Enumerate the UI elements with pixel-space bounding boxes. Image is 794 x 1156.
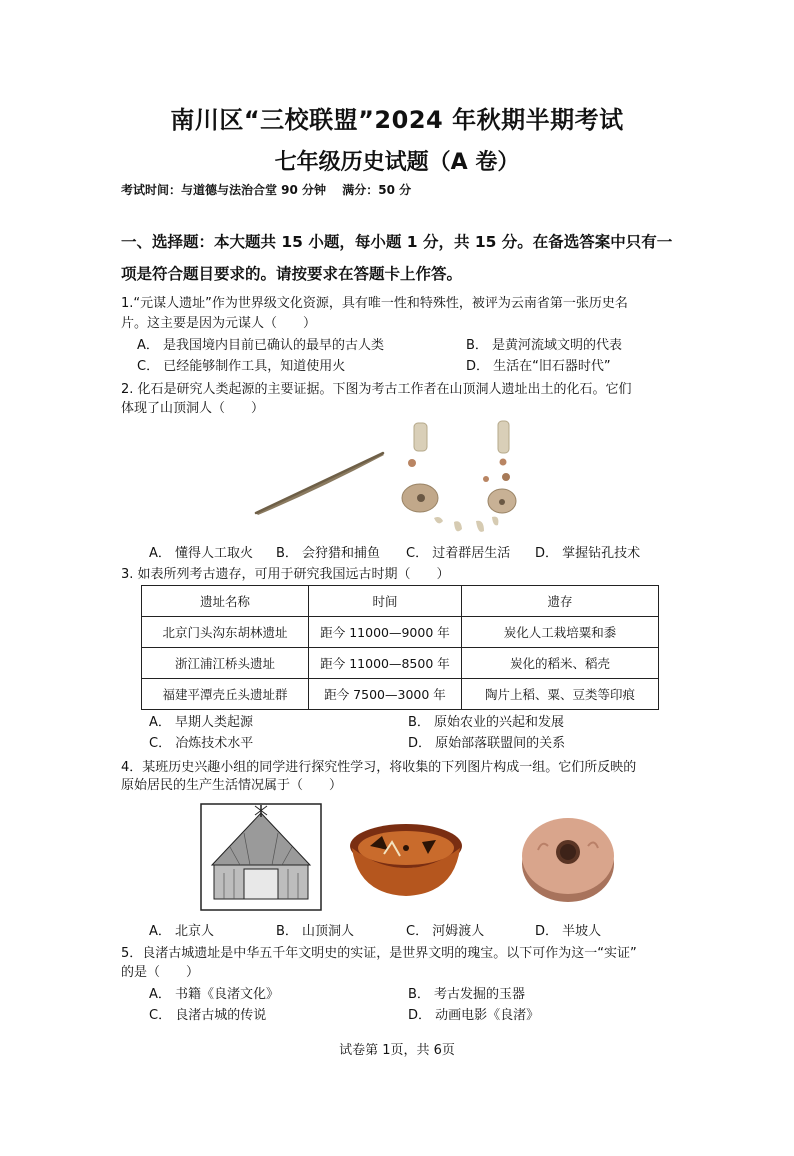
table-cell: 陶片上稻、粟、豆类等印痕 [462,679,659,710]
page-number: 试卷第 1页，共 6页 [339,1043,455,1058]
q2-stem-line1: 2. 化石是研究人类起源的主要证据。下图为考古工作者在山顶洞人遗址出土的化石。它们 [121,382,632,397]
table-header-row [142,586,659,617]
q2-option-a: A． 懂得人工取火 [149,546,254,561]
q4-stem-line2: 原始居民的生产生活情况属于（ ） [121,778,343,793]
q1-option-a: A． 是我国境内目前已确认的最早的古人类 [137,338,385,353]
q5-option-a: A． 书籍《良渚文化》 [149,987,280,1002]
q1-stem-line1: 1.“元谋人遗址”作为世界级文化资源，具有唯一性和特殊性，被评为云南省第一张历史名 [121,296,628,311]
q4-option-c: C． 河姆渡人 [406,924,485,939]
q5-stem-line2: 的是（ ） [121,965,200,980]
table-cell: 福建平潭壳丘头遗址群 [142,679,309,710]
q1-option-b: B． 是黄河流域文明的代表 [466,338,623,353]
table-cell: 浙江浦江桥头遗址 [142,648,309,679]
table-cell: 北京门头沟东胡林遗址 [142,617,309,648]
table-header-cell: 遗存 [462,586,659,617]
q1-stem-line2: 片。这主要是因为元谋人（ ） [121,316,317,331]
fossil-artifacts-image [248,415,528,545]
table-cell: 炭化的稻米、稻壳 [462,648,659,679]
q3-stem: 3. 如表所列考古遗存，可用于研究我国远古时期（ ） [121,567,450,582]
hut-door-icon [244,869,278,899]
q3-option-a: A． 早期人类起源 [149,715,254,730]
q4-stem-line1: 4．某班历史兴趣小组的同学进行探究性学习，将收集的下列图片构成一组。它们所反映的 [121,760,637,775]
q4-option-b: B． 山顶洞人 [276,924,355,939]
bone-tube-icon [498,421,509,453]
table-header-cell: 时间 [309,586,462,617]
table-header-cell: 遗址名称 [142,586,309,617]
q3-option-c: C． 冶炼技术水平 [149,736,254,751]
table-row [142,648,659,679]
table-row [142,679,659,710]
q4-option-a: A． 北京人 [149,924,215,939]
archaeological-sites-table [141,585,659,710]
pottery-spindle-whorl-image [518,810,618,906]
q2-stem-line2: 体现了山顶洞人（ ） [121,401,265,416]
section-heading-line1: 一、选择题：本大题共 15 小题，每小题 1 分，共 15 分。在备选答案中只有一 [121,233,673,251]
table-cell: 炭化人工栽培粟和黍 [462,617,659,648]
q3-option-b: B． 原始农业的兴起和发展 [408,715,565,730]
q5-option-c: C． 良渚古城的传说 [149,1008,267,1023]
section-heading-line2: 项是符合题目要求的。请按要求在答题卡上作答。 [121,265,463,283]
q5-option-b: B． 考古发掘的玉器 [408,987,526,1002]
q1-option-c: C． 已经能够制作工具，知道使用火 [137,359,346,374]
table-row [142,617,659,648]
table-cell: 距今 11000—8500 年 [309,648,462,679]
table-cell: 距今 11000—9000 年 [309,617,462,648]
thatched-hut-image [200,803,322,911]
exam-subtitle: 七年级历史试题（A 卷） [274,150,520,175]
q5-option-d: D． 动画电影《良渚》 [408,1008,540,1023]
q3-option-d: D． 原始部落联盟间的关系 [408,736,566,751]
q4-option-d: D． 半坡人 [535,924,602,939]
exam-info: 考试时间：与道德与法治合堂 90 分钟 满分：50 分 [121,183,412,197]
bone-tube-icon [414,423,427,451]
exam-title: 南川区“三校联盟”2024 年秋期半期考试 [170,106,624,134]
q2-option-b: B． 会狩猎和捕鱼 [276,546,381,561]
painted-pottery-bowl-image [348,818,464,900]
q1-option-d: D． 生活在“旧石器时代” [466,359,611,374]
q5-stem-line1: 5．良渚古城遗址是中华五千年文明史的实证，是世界文明的瑰宝。以下可作为这一“实证” [121,946,637,961]
q2-option-d: D． 掌握钻孔技术 [535,546,641,561]
q2-option-c: C． 过着群居生活 [406,546,511,561]
table-cell: 距今 7500—3000 年 [309,679,462,710]
